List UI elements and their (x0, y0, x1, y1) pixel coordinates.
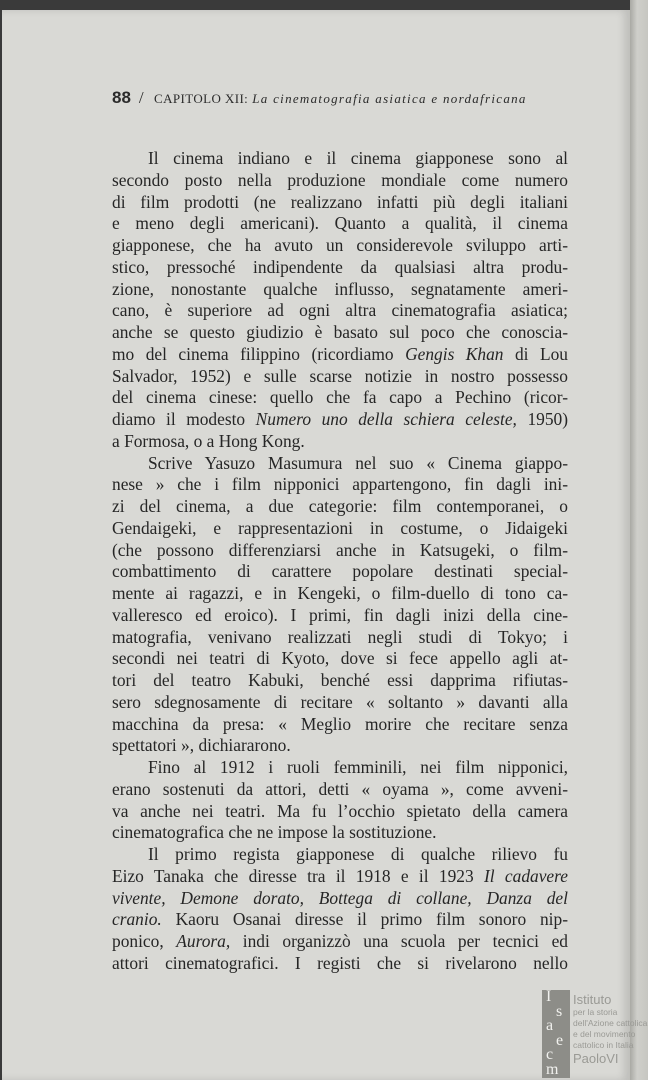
italic-title: Aurora, (176, 931, 231, 951)
logo-letter: m (546, 1062, 559, 1077)
logo-line: dell'Azione cattolica (573, 1018, 648, 1028)
text-line (112, 213, 568, 235)
page-edge (630, 0, 648, 1080)
logo-text (573, 992, 647, 1066)
text-run: Il primo regista giapponese di qualche rilievo fu (148, 844, 568, 864)
logo-line: Istituto (573, 992, 612, 1007)
text-line (112, 257, 568, 279)
text-line (112, 148, 568, 170)
text-line (112, 409, 568, 431)
text-run: cinematografica che ne impose la sostituzione. (112, 822, 437, 843)
text-run: spettatori », dichiararono. (112, 735, 291, 756)
text-run: Salvador, 1952) e sulle scarse notizie in nostro possesso (112, 365, 568, 386)
text-run: Eizo Tanaka che diresse tra il 1918 e il 1923 (112, 865, 484, 886)
text-run: a Formosa, o a Hong Kong. (112, 430, 305, 451)
text-line (112, 844, 568, 866)
chapter-title: La cinematografia asiatica e nordafricana (252, 91, 527, 106)
text-line (112, 453, 568, 475)
body-text (112, 148, 568, 975)
text-run: valleresco ed eroico). I primi, fin dagli inizi della cine- (112, 604, 568, 625)
header-separator: / (138, 88, 145, 107)
logo-letter: I (546, 990, 552, 1005)
text-run: 1950) (516, 409, 569, 429)
text-run: di film prodotti (ne realizzano infatti più degli italiani (112, 191, 568, 212)
running-header (112, 88, 572, 108)
logo-letter: e (556, 1033, 564, 1048)
text-line (112, 279, 568, 301)
text-run: Kaoru Osanai diresse il primo film sonoro nip- (161, 909, 568, 930)
text-line (112, 583, 568, 605)
logo-letter: c (546, 1048, 554, 1063)
logo-letter: s (556, 1004, 563, 1019)
text-run: anche se questo giudizio è basato sul poco che conoscia- (112, 322, 568, 342)
text-line (112, 496, 568, 518)
text-run: combattimento di carattere popolare destinati special- (112, 561, 568, 582)
text-line (112, 605, 568, 627)
logo-letter: a (546, 1019, 554, 1034)
text-run: tori del teatro Kabuki, benché essi dapprima rifiutas- (112, 670, 568, 690)
text-line (112, 909, 568, 931)
text-run: e meno degli americani). Quanto a qualità, il cinema (112, 213, 568, 234)
text-run: matografia, venivano realizzati negli studi di Tokyo; i (112, 626, 568, 647)
text-line (112, 648, 568, 670)
text-line (112, 344, 568, 366)
text-run: diamo il modesto (112, 409, 256, 429)
italic-title: Il cadavere (483, 865, 568, 886)
text-line (112, 474, 568, 496)
text-run: mente ai ragazzi, e in Kengeki, o film-duello di tono ca- (112, 583, 568, 603)
text-run: del cinema cinese: quello che fa capo a Pechino (ricor- (112, 387, 568, 408)
text-line (112, 540, 568, 562)
text-line (112, 866, 568, 888)
text-run: attori cinematografici. I registi che si rivelarono nello (112, 952, 568, 973)
text-run: va anche nei teatri. Ma fu l’occhio spietato della camera (112, 800, 568, 821)
text-run: di Lou (503, 343, 568, 364)
text-line (112, 561, 568, 583)
text-line (112, 170, 568, 192)
text-run: stico, pressoché indipendente da qualsiasi altra produ- (112, 256, 568, 277)
text-run: Il cinema indiano e il cinema giapponese sono al (148, 148, 568, 168)
text-run: secondi nei teatri di Kyoto, dove si fece appello agli at- (112, 648, 568, 669)
italic-title: vivente, Demone dorato, Bottega di collane, Danza del (112, 887, 568, 908)
text-line (112, 757, 568, 779)
text-line (112, 300, 568, 322)
text-run: nese » che i film nipponici appartengono, fin dagli ini- (112, 474, 568, 495)
text-line (112, 431, 568, 453)
italic-title: Gengis Khan (405, 343, 504, 364)
text-line (112, 627, 568, 649)
text-line (112, 779, 568, 801)
logo-line: per la storia (573, 1007, 618, 1017)
text-line (112, 888, 568, 910)
italic-title: Numero uno della schiera celeste, (255, 409, 517, 429)
logo-letter-block (542, 990, 570, 1078)
page-number: 88 (112, 88, 131, 107)
text-line (112, 953, 568, 975)
watermark-logo (542, 990, 648, 1078)
text-run: zione, nonostante qualche influsso, segnatamente ameri- (112, 278, 568, 299)
text-line (112, 714, 568, 736)
text-line (112, 822, 568, 844)
italic-title: cranio. (112, 909, 162, 930)
text-run: indi organizzò una scuola per tecnici ed (230, 931, 568, 951)
text-run: zi del cinema, a due categorie: film contemporanei, o (112, 496, 568, 516)
text-run: cano, è superiore ad ogni altra cinematografia asiatica; (112, 300, 568, 321)
text-run: mo del cinema filippino (ricordiamo (112, 343, 406, 364)
text-line (112, 387, 568, 409)
text-line (112, 735, 568, 757)
text-run: (che possono differenziarsi anche in Katsugeki, o film- (112, 539, 568, 560)
text-run: Gendaigeki, e rappresentazioni in costume, o Jidaigeki (112, 517, 568, 538)
text-line (112, 801, 568, 823)
text-run: Scrive Yasuzo Masumura nel suo « Cinema giappo- (148, 452, 568, 473)
text-run: secondo posto nella produzione mondiale come numero (112, 169, 568, 190)
text-run: sero sdegnosamente di recitare « soltanto » davanti alla (112, 691, 568, 712)
text-run: erano sostenuti da attori, detti « oyama », come avveni- (112, 778, 568, 799)
text-run: giapponese, che ha avuto un considerevole sviluppo arti- (112, 235, 568, 255)
text-run: Fino al 1912 i ruoli femminili, nei film nipponici, (148, 757, 568, 777)
logo-line: cattolico in Italia (573, 1040, 634, 1050)
text-line (112, 322, 568, 344)
text-line (112, 692, 568, 714)
text-line (112, 518, 568, 540)
text-line (112, 931, 568, 953)
text-line (112, 235, 568, 257)
chapter-label: CAPITOLO XII: (154, 91, 249, 106)
text-line (112, 366, 568, 388)
text-line (112, 670, 568, 692)
logo-line: e del movimento (573, 1029, 636, 1039)
text-run: ponico, (112, 931, 177, 951)
text-run: macchina da presa: « Meglio morire che recitare senza (112, 713, 568, 734)
text-line (112, 192, 568, 214)
logo-line: PaoloVI (573, 1051, 619, 1066)
